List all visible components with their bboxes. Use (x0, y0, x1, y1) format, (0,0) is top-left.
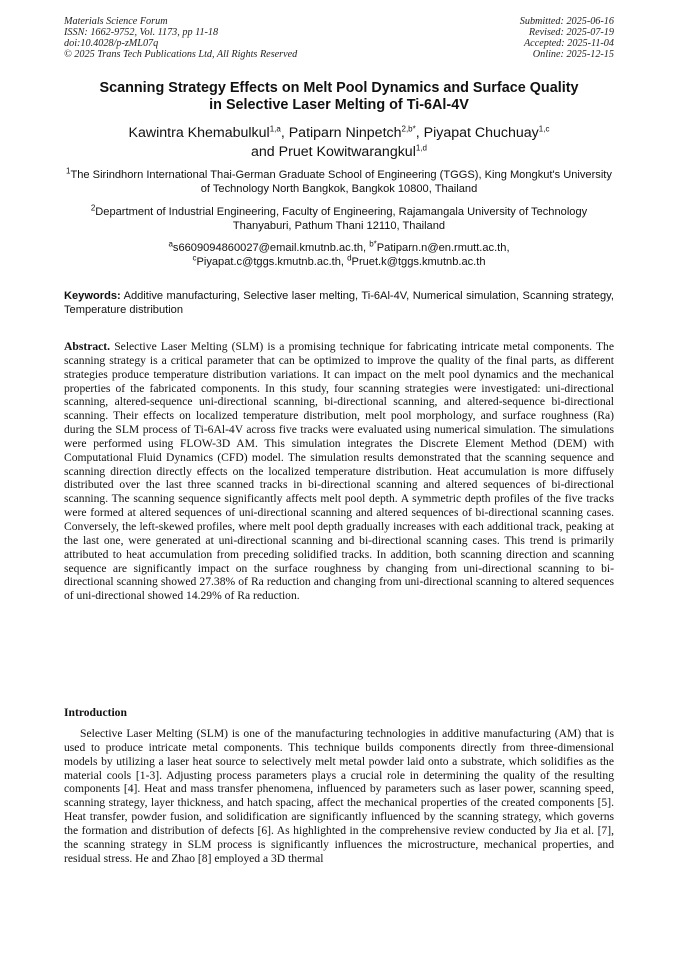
email-sup: d (347, 253, 352, 263)
abstract-text: Selective Laser Melting (SLM) is a promising technique for fabricating intricate metal components. The scanning strategy is a critical parameter that can be optimized to improve the quality of the final parts, as different strategies produce temperature distribution variations. It can impact on the melt pool dynamics and the mechanical properties of the fabricated components. In this study, four scanning strategies were investigated: uni-directional scanning, altered-sequence uni-directional scanning, bi-directional scanning, and altered-sequence bi-directional scanning. Their effects on localized temperature distribution, melt pool morphology, and surface roughness (Ra) during the SLM process of Ti-6Al-4V across five tracks were evaluated using numerical simulation. The simulations were performed using FLOW-3D AM. This simulation integrates the Discrete Element Method (DEM) with Computational Fluid Dynamics (CFD) model. The simulation results demonstrated that the scanning sequence and scanning direction directly effects on the localized temperature distribution. Heat accumulation is more diffusely distributed over the last three scanned tracks in bi-directional scanning and altered sequences of bi-directional scanning. The scanning sequence significantly affects melt pool depth. A symmetric depth profiles of the five tracks were formed at altered sequences of uni-directional scanning and altered sequences of bi-directional scanning cases. Conversely, the left-skewed profiles, where melt pool depth gradually increases with each additional track, peaking at the last one, were generated at uni-directional scanning and bi-directional scanning cases. This trend is primarily attributed to heat accumulation from preceding solidified tracks. In addition, both scanning direction and scanning sequence are significantly impact on the surface roughness by changing from uni-directional scanning to bi-directional scanning showed 27.38% of Ra reduction and changing from uni-directional scanning to altered sequences of uni-directional showed 14.29% of Ra reduction. (64, 340, 614, 603)
issn-volume: ISSN: 1662-9752, Vol. 1173, pp 11-18 (64, 27, 219, 38)
email-d: Pruet.k@tggs.kmutnb.ac.th (351, 256, 486, 268)
keywords-text: Additive manufacturing, Selective laser melting, Ti-6Al-4V, Numerical simulation, Scanning strategy, Temperature distribution (64, 290, 614, 316)
author-name: Patiparn Ninpetch (288, 125, 402, 141)
introduction-text: Selective Laser Melting (SLM) is one of the manufacturing technologies in additive manufacturing (AM) that is used to produce intricate metal components. This technique builds components directly from three-dimensional models by utilizing a laser heat source to selectively melt metal powder laid onto a substrate, which solidifies as the material cools [1-3]. Adjusting process parameters plays a crucial role in determining the quality of the resulting components [4]. Heat and mass transfer phenomena, influenced by parameters such as laser power, scanning speed, scanning strategy, layer thickness, and hatch spacing, affect the mechanical properties of the created components [5]. Heat transfer, powder fusion, and solidification are significantly influenced by the scanning strategy, which governs the formation and distribution of defects [6]. As highlighted in the comprehensive review conducted by Jia et al. [7], the scanning strategy in SLM process is significantly influences the microstructure, mechanical properties, and residual stress. He and Zhao [8] employed a 3D thermal (64, 727, 614, 865)
keywords (64, 289, 614, 317)
revised-date: Revised: 2025-07-19 (528, 27, 614, 38)
author-sup: 1,a (269, 124, 281, 134)
submitted-date: Submitted: 2025-06-16 (519, 16, 614, 27)
author-name: Piyapat Chuchuay (423, 125, 539, 141)
online-date: Online: 2025-12-15 (532, 49, 614, 60)
email-a: s6609094860027@email.kmutnb.ac.th (172, 242, 364, 254)
journal-name: Materials Science Forum (64, 16, 168, 27)
keywords-label: Keywords: (64, 290, 121, 302)
affiliation-1 (64, 168, 614, 196)
journal-info (64, 16, 297, 60)
author-sup: 1,d (415, 143, 427, 153)
author-sup: 2,b* (401, 124, 416, 134)
publication-dates (520, 16, 614, 60)
abstract (64, 340, 614, 603)
email-sup: c (192, 253, 197, 263)
author-list: Kawintra Khemabulkul$^{1,a}$, Patiparn Ninpetch$^{2,b*}$, Piyapat Chuchuay$^{1,c}$ and Pruet Kowitwarangkul$^{1,d}$ (128, 124, 550, 160)
title-line-2: in Selective Laser Melting of Ti-6Al-4V (209, 97, 469, 113)
email-sup: a (168, 239, 173, 249)
copyright: © 2025 Trans Tech Publications Ltd, All Rights Reserved (64, 49, 298, 60)
affiliation-2 (64, 205, 614, 233)
author-emails: $^a$s6609094860027@email.kmutnb.ac.th, $^{b*}$Patiparn.n@en.rmutt.ac.th, $^c$Piyapat.c@tggs.kmutnb.ac.th, $^d$Pruet.k@tggs.kmutnb.ac.th (168, 239, 510, 268)
author-name: Pruet Kowitwarangkul (278, 144, 416, 160)
author-sup: 1,c (538, 124, 550, 134)
affiliation-sup: 1 (66, 166, 71, 176)
affiliation-sup: 2 (90, 203, 96, 213)
introduction-heading: Introduction (64, 706, 127, 719)
doi: doi:10.4028/p-zML07q (64, 38, 159, 49)
title-line-1: Scanning Strategy Effects on Melt Pool Dynamics and Surface Quality (99, 80, 579, 96)
affiliation-text: Department of Industrial Engineering, Faculty of Engineering, Rajamangala University of Technology Thanyaburi, Pathum Thani 12110, Thailand (95, 206, 588, 232)
abstract-label: Abstract. (64, 340, 111, 353)
email-b: Patiparn.n@en.rmutt.ac.th (376, 242, 507, 254)
affiliation-text: The Sirindhorn International Thai-German Graduate School of Engineering (TGGS), King Mongkut's University of Technology North Bangkok, Bangkok 10800, Thailand (70, 169, 612, 195)
author-name: Kawintra Khemabulkul (128, 125, 270, 141)
email-c: Piyapat.c@tggs.kmutnb.ac.th (196, 256, 341, 268)
paper-title (40, 80, 638, 114)
email-sup: b* (369, 239, 377, 249)
accepted-date: Accepted: 2025-11-04 (523, 38, 614, 49)
